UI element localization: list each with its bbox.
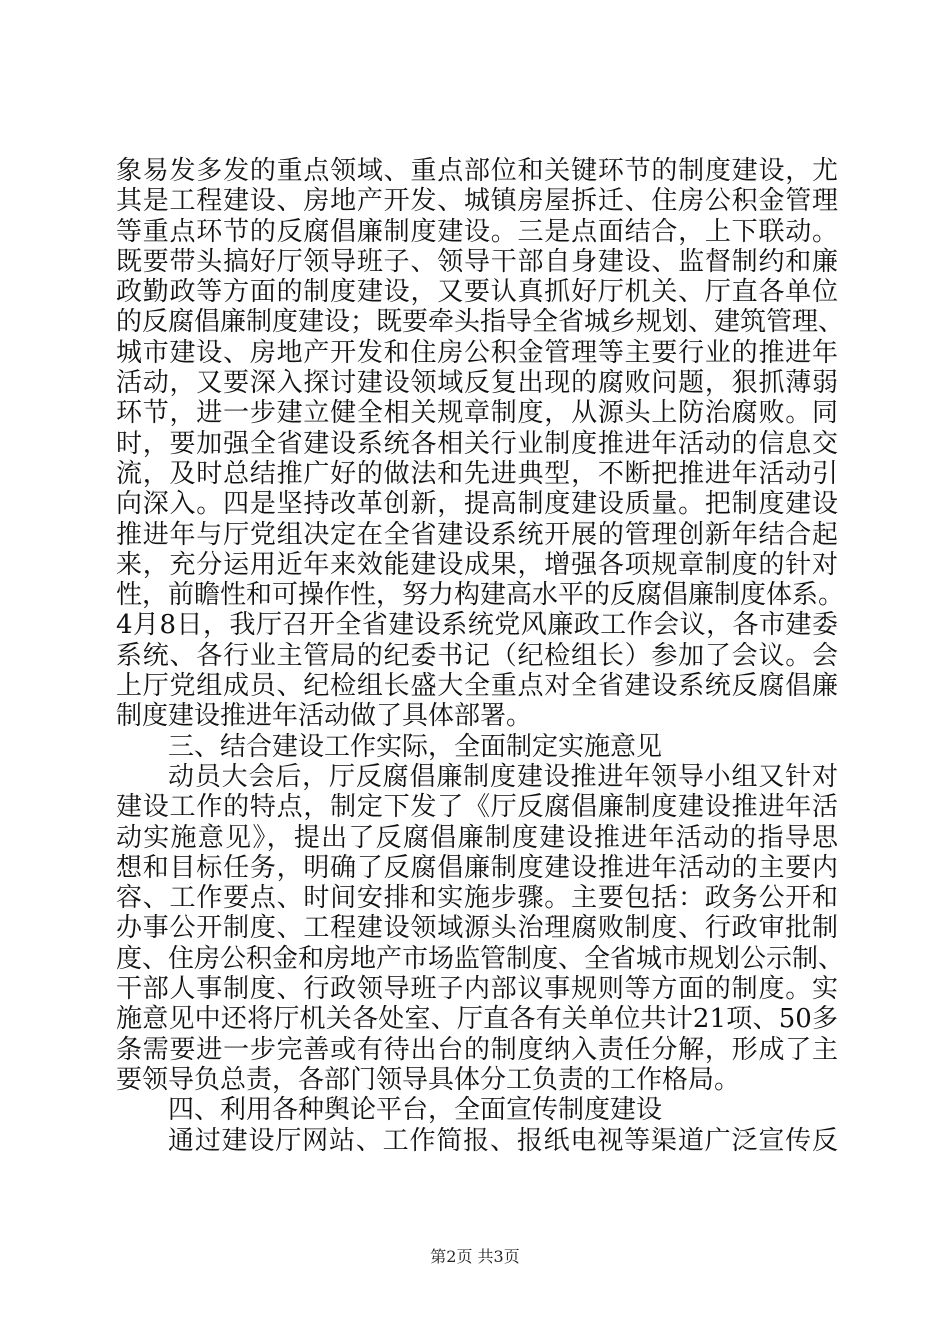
text-line: 动员大会后，厅反腐倡廉制度建设推进年领导小组又针对 [168, 761, 838, 792]
text-line: 环节，进一步建立健全相关规章制度，从源头上防治腐败。同 [116, 398, 838, 429]
document-body [116, 156, 845, 1156]
text-line: 办事公开制度、工程建设领域源头治理腐败制度、行政审批制 [116, 913, 838, 944]
text-line: 条需要进一步完善或有待出台的制度纳入责任分解，形成了主 [116, 1034, 838, 1065]
text-line: 干部人事制度、行政领导班子内部议事规则等方面的制度。实 [116, 974, 838, 1005]
text-line: 度、住房公积金和房地产市场监管制度、全省城市规划公示制、 [116, 943, 845, 974]
text-line: 的反腐倡廉制度建设；既要牵头指导全省城乡规划、建筑管理、 [116, 307, 845, 338]
text-line: 系统、各行业主管局的纪委书记（纪检组长）参加了会议。会 [116, 640, 838, 671]
text-line: 要领导负总责，各部门领导具体分工负责的工作格局。 [116, 1064, 741, 1095]
text-line: 施意见中还将厅机关各处室、厅直各有关单位共计21项、50多 [116, 1004, 838, 1035]
text-line: 城市建设、房地产开发和住房公积金管理等主要行业的推进年 [116, 337, 838, 368]
text-line: 4月8日，我厅召开全省建设系统党风廉政工作会议，各市建委 [116, 610, 838, 641]
text-line: 通过建设厅网站、工作简报、报纸电视等渠道广泛宣传反 [168, 1125, 838, 1156]
text-line: 象易发多发的重点领域、重点部位和关键环节的制度建设，尤 [116, 156, 838, 186]
text-line: 三、结合建设工作实际，全面制定实施意见 [168, 731, 663, 762]
text-line: 制度建设推进年活动做了具体部署。 [116, 701, 533, 732]
text-line: 流，及时总结推广好的做法和先进典型，不断把推进年活动引 [116, 458, 838, 489]
text-line: 容、工作要点、时间安排和实施步骤。主要包括：政务公开和 [116, 883, 838, 914]
text-line: 其是工程建设、房地产开发、城镇房屋拆迁、住房公积金管理 [116, 186, 838, 217]
text-line: 既要带头搞好厅领导班子、领导干部自身建设、监督制约和廉 [116, 246, 838, 277]
page-footer: 第2页 共3页 [430, 1247, 520, 1266]
text-line: 想和目标任务，明确了反腐倡廉制度建设推进年活动的主要内 [116, 852, 838, 883]
text-line: 推进年与厅党组决定在全省建设系统开展的管理创新年结合起 [116, 519, 838, 550]
text-line: 等重点环节的反腐倡廉制度建设。三是点面结合，上下联动。 [116, 216, 838, 247]
text-line: 向深入。四是坚持改革创新，提高制度建设质量。把制度建设 [116, 489, 838, 520]
text-line: 四、利用各种舆论平台，全面宣传制度建设 [168, 1095, 663, 1126]
text-line: 上厅党组成员、纪检组长盛大全重点对全省建设系统反腐倡廉 [116, 671, 838, 702]
text-line: 动实施意见》，提出了反腐倡廉制度建设推进年活动的指导思 [116, 822, 838, 853]
text-line: 时，要加强全省建设系统各相关行业制度推进年活动的信息交 [116, 428, 838, 459]
text-line: 政勤政等方面的制度建设，又要认真抓好厅机关、厅直各单位 [116, 277, 838, 308]
text-line: 建设工作的特点，制定下发了《厅反腐倡廉制度建设推进年活 [116, 792, 838, 823]
text-line: 性，前瞻性和可操作性，努力构建高水平的反腐倡廉制度体系。 [116, 580, 845, 611]
text-line: 活动，又要深入探讨建设领域反复出现的腐败问题，狠抓薄弱 [116, 368, 838, 399]
text-line: 来，充分运用近年来效能建设成果，增强各项规章制度的针对 [116, 549, 838, 580]
